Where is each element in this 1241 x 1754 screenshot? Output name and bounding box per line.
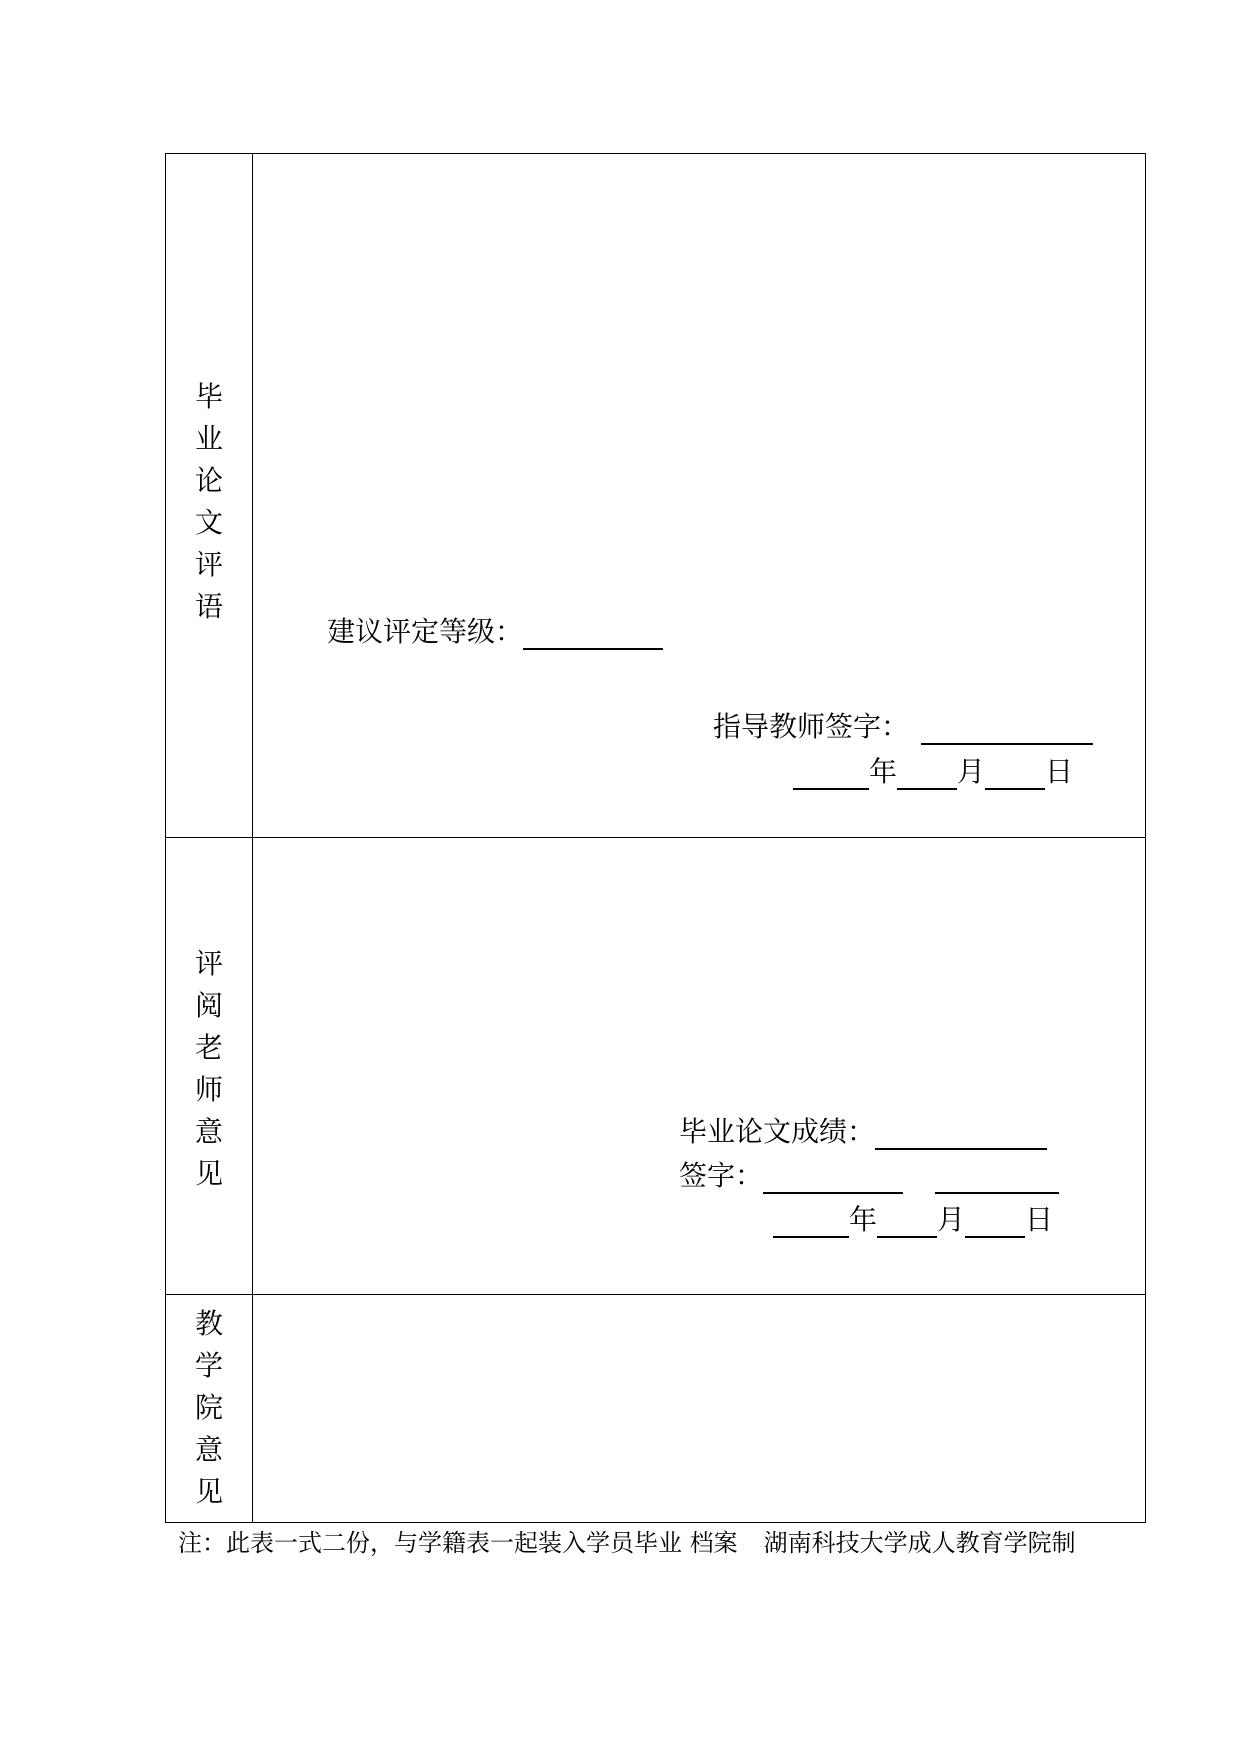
label-char: 意 [194, 1115, 223, 1148]
reviewer-opinion-content-cell[interactable] [253, 838, 1146, 1295]
label-char: 阅 [194, 989, 223, 1022]
reviewer-signature-field [679, 1158, 1059, 1194]
month-blank[interactable] [897, 758, 957, 790]
college-opinion-label-cell [166, 1295, 253, 1523]
label-char: 毕 [194, 380, 223, 413]
footer-note [178, 1527, 1076, 1559]
grade-label: 建议评定等级： [327, 615, 524, 648]
label-char: 文 [194, 506, 223, 539]
reviewer-date-field [773, 1202, 1053, 1238]
label-char: 见 [194, 1475, 223, 1508]
advisor-signature-label: 指导教师签字： [713, 710, 910, 743]
year-label: 年 [849, 1203, 878, 1236]
thesis-comment-label-cell [166, 154, 253, 838]
label-char: 论 [194, 464, 223, 497]
advisor-signature-blank[interactable] [921, 713, 1093, 745]
label-char: 见 [194, 1157, 223, 1190]
thesis-score-blank[interactable] [875, 1118, 1047, 1150]
label-char: 业 [194, 422, 223, 455]
reviewer-signature-label: 签字： [679, 1159, 764, 1192]
label-char: 老 [194, 1031, 223, 1064]
footer-issuer: 湖南科技大学成人教育学院制 [763, 1529, 1076, 1557]
reviewer-opinion-label-cell [166, 838, 253, 1295]
label-char: 教 [194, 1307, 223, 1340]
grade-blank[interactable] [523, 618, 663, 650]
grade-field [327, 614, 663, 650]
advisor-date-field [793, 754, 1073, 790]
day-label: 日 [1045, 755, 1074, 788]
year-blank[interactable] [793, 758, 869, 790]
day-blank[interactable] [985, 758, 1045, 790]
label-char: 评 [194, 947, 223, 980]
label-char: 学 [194, 1349, 223, 1382]
label-char: 师 [194, 1073, 223, 1106]
college-opinion-content-cell[interactable] [253, 1295, 1146, 1523]
day-blank[interactable] [965, 1206, 1025, 1238]
reviewer-signature-blank-1[interactable] [763, 1162, 903, 1194]
month-blank[interactable] [877, 1206, 937, 1238]
label-char: 语 [194, 590, 223, 623]
month-label: 月 [937, 1203, 966, 1236]
reviewer-opinion-row [166, 838, 1146, 1295]
label-char: 评 [194, 548, 223, 581]
advisor-signature-field [713, 709, 1093, 745]
reviewer-opinion-label [166, 943, 252, 1195]
thesis-score-label: 毕业论文成绩： [679, 1115, 876, 1148]
reviewer-signature-blank-2[interactable] [935, 1162, 1059, 1194]
label-char: 意 [194, 1433, 223, 1466]
college-opinion-row [166, 1295, 1146, 1523]
year-blank[interactable] [773, 1206, 849, 1238]
college-opinion-label [166, 1303, 252, 1513]
thesis-comment-row [166, 154, 1146, 838]
month-label: 月 [957, 755, 986, 788]
day-label: 日 [1025, 1203, 1054, 1236]
thesis-score-field [679, 1114, 1047, 1150]
evaluation-form-table [165, 153, 1146, 1523]
label-char: 院 [194, 1391, 223, 1424]
year-label: 年 [869, 755, 898, 788]
footer-note-text: 注：此表一式二份，与学籍表一起装入学员毕业 档案 [178, 1529, 738, 1557]
thesis-comment-content-cell[interactable] [253, 154, 1146, 838]
thesis-comment-label [166, 376, 252, 628]
